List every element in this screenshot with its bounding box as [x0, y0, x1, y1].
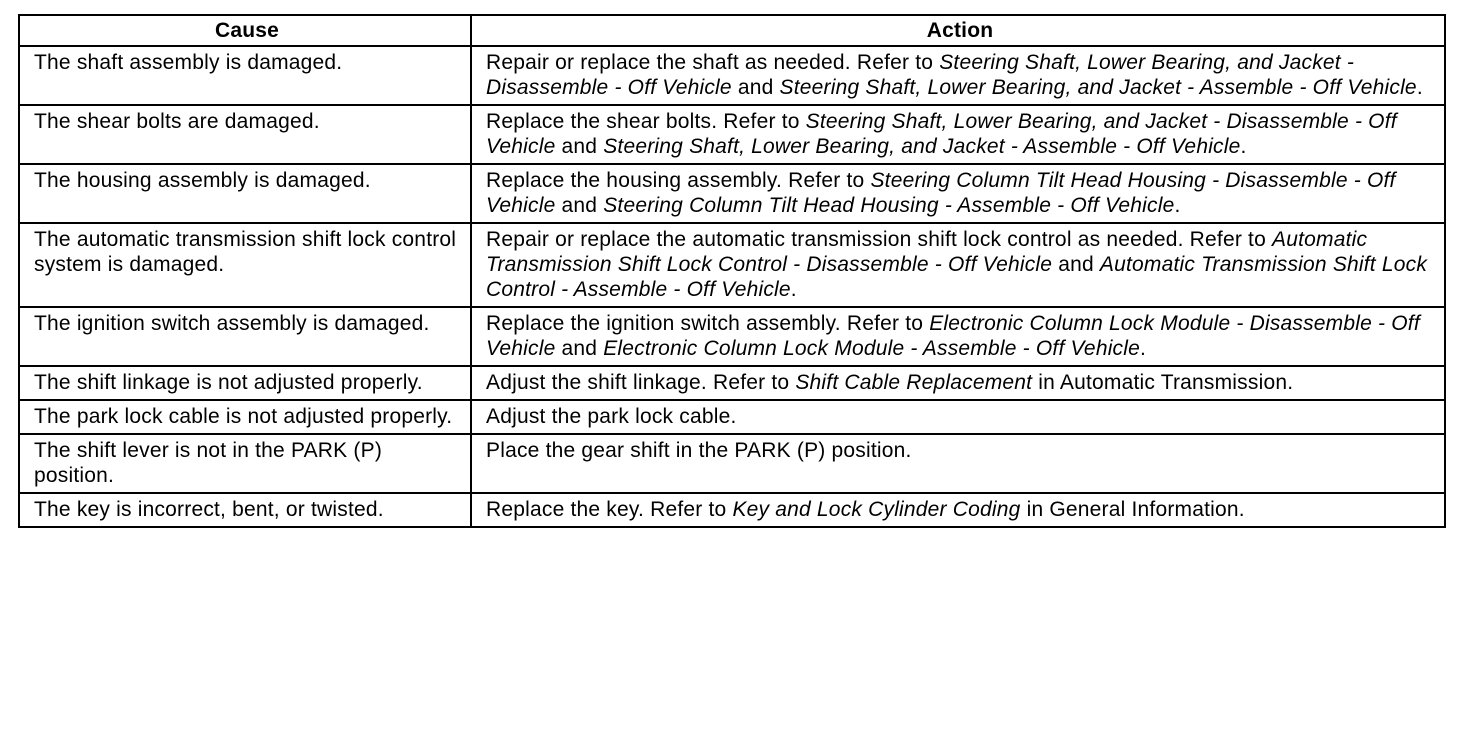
- action-text: and: [731, 76, 780, 99]
- cause-cell: The automatic transmission shift lock control system is damaged.: [19, 223, 471, 307]
- procedure-reference: Steering Column Tilt Head Housing - Disassemble - Off Vehicle: [486, 169, 1396, 217]
- diagnostic-table: [18, 14, 1446, 528]
- procedure-reference: Electronic Column Lock Module - Disassemble - Off Vehicle: [486, 312, 1420, 360]
- action-cell: [471, 434, 1445, 493]
- action-cell: [471, 164, 1445, 223]
- action-text: Replace the ignition switch assembly. Refer to: [486, 312, 930, 335]
- action-text: and: [555, 337, 604, 360]
- action-cell: [471, 493, 1445, 527]
- cause-cell: The shaft assembly is damaged.: [19, 46, 471, 105]
- action-text: .: [1416, 76, 1423, 99]
- action-text: Replace the housing assembly. Refer to: [486, 169, 871, 192]
- action-text: Replace the shear bolts. Refer to: [486, 110, 806, 133]
- action-cell: [471, 366, 1445, 400]
- table-row: [19, 434, 1445, 493]
- cause-cell: The housing assembly is damaged.: [19, 164, 471, 223]
- procedure-reference: Steering Shaft, Lower Bearing, and Jacket - Assemble - Off Vehicle: [603, 135, 1241, 158]
- procedure-reference: Shift Cable Replacement: [795, 371, 1033, 394]
- procedure-reference: Steering Column Tilt Head Housing - Assemble - Off Vehicle: [603, 194, 1175, 217]
- action-text: Adjust the park lock cable.: [486, 405, 737, 428]
- table-body: [19, 46, 1445, 527]
- table-row: [19, 105, 1445, 164]
- procedure-reference: Automatic Transmission Shift Lock Control - Assemble - Off Vehicle: [486, 253, 1428, 301]
- action-text: in General Information.: [1020, 498, 1245, 521]
- action-cell: [471, 400, 1445, 434]
- table-row: [19, 307, 1445, 366]
- action-cell: [471, 105, 1445, 164]
- action-cell: [471, 46, 1445, 105]
- procedure-reference: Steering Shaft, Lower Bearing, and Jacket - Disassemble - Off Vehicle: [486, 110, 1397, 158]
- table-row: [19, 164, 1445, 223]
- table-header-row: [19, 15, 1445, 46]
- cause-cell: The shear bolts are damaged.: [19, 105, 471, 164]
- cause-cell: The ignition switch assembly is damaged.: [19, 307, 471, 366]
- table-row: [19, 493, 1445, 527]
- cause-cell: The key is incorrect, bent, or twisted.: [19, 493, 471, 527]
- action-text: .: [790, 278, 797, 301]
- action-text: and: [555, 135, 604, 158]
- action-column-header: Action: [471, 15, 1445, 46]
- action-text: Replace the key. Refer to: [486, 498, 733, 521]
- procedure-reference: Electronic Column Lock Module - Assemble - Off Vehicle: [603, 337, 1141, 360]
- action-text: .: [1240, 135, 1247, 158]
- table-row: [19, 400, 1445, 434]
- action-text: and: [1052, 253, 1100, 276]
- table-row: [19, 223, 1445, 307]
- procedure-reference: Automatic Transmission Shift Lock Control - Disassemble - Off Vehicle: [486, 228, 1368, 276]
- action-text: Repair or replace the automatic transmission shift lock control as needed. Refer to: [486, 228, 1273, 251]
- action-text: Repair or replace the shaft as needed. Refer to: [486, 51, 940, 74]
- action-text: .: [1174, 194, 1181, 217]
- cause-cell: The shift linkage is not adjusted properly.: [19, 366, 471, 400]
- procedure-reference: Steering Shaft, Lower Bearing, and Jacket - Disassemble - Off Vehicle: [486, 51, 1355, 99]
- procedure-reference: Steering Shaft, Lower Bearing, and Jacket - Assemble - Off Vehicle: [779, 76, 1417, 99]
- action-text: Place the gear shift in the PARK (P) position.: [486, 439, 912, 462]
- cause-cell: The shift lever is not in the PARK (P) position.: [19, 434, 471, 493]
- action-text: Adjust the shift linkage. Refer to: [486, 371, 796, 394]
- cause-column-header: Cause: [19, 15, 471, 46]
- action-text: and: [555, 194, 604, 217]
- action-cell: [471, 307, 1445, 366]
- action-cell: [471, 223, 1445, 307]
- procedure-reference: Key and Lock Cylinder Coding: [732, 498, 1021, 521]
- action-text: .: [1140, 337, 1147, 360]
- action-text: in Automatic Transmission.: [1032, 371, 1294, 394]
- table-row: [19, 46, 1445, 105]
- table-row: [19, 366, 1445, 400]
- cause-cell: The park lock cable is not adjusted properly.: [19, 400, 471, 434]
